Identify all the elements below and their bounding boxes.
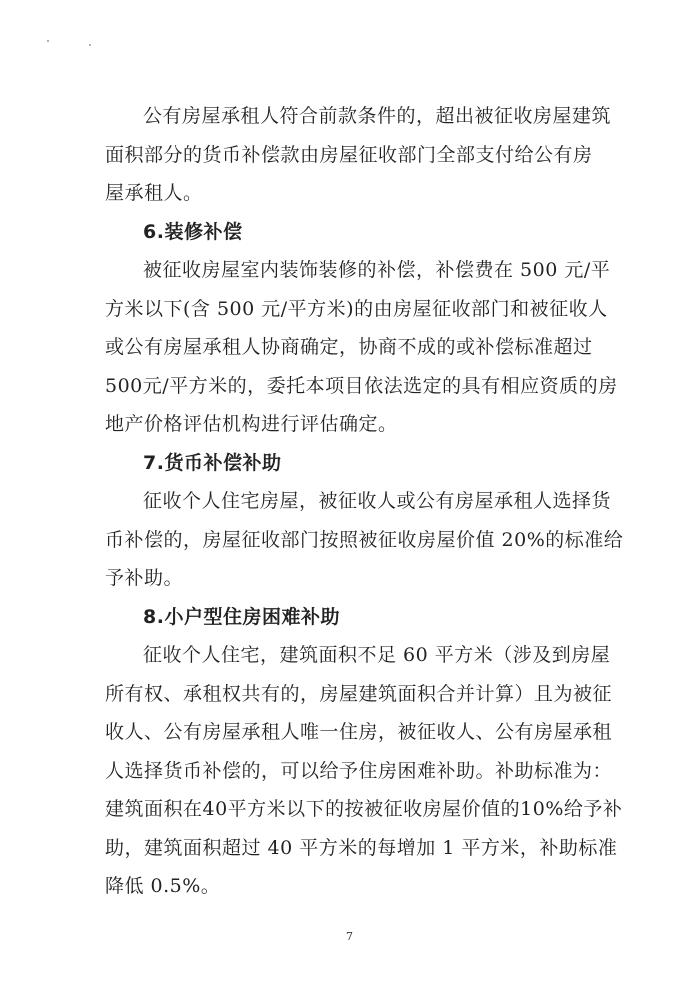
scan-speck bbox=[89, 44, 91, 46]
paragraph-line: 方米以下(含 500 元/平方米)的由房屋征收部门和被征收人 bbox=[105, 298, 608, 320]
paragraph-line: 建筑面积在40平方米以下的按被征收房屋价值的10%给予补 bbox=[105, 798, 623, 820]
paragraph-line: 征收个人住宅，建筑面积不足 60 平方米（涉及到房屋 bbox=[143, 644, 611, 666]
paragraph-line: 降低 0.5%。 bbox=[105, 875, 221, 897]
paragraph-line: 面积部分的货币补偿款由房屋征收部门全部支付给公有房 bbox=[105, 144, 593, 166]
section-heading-8: 8.小户型住房困难补助 bbox=[143, 606, 340, 628]
paragraph-line: 予补助。 bbox=[105, 567, 184, 589]
paragraph-line: 被征收房屋室内装饰装修的补偿，补偿费在 500 元/平 bbox=[143, 259, 611, 281]
paragraph-line: 或公有房屋承租人协商确定，协商不成的或补偿标准超过 bbox=[105, 336, 593, 358]
paragraph-line: 助，建筑面积超过 40 平方米的每增加 1 平方米，补助标准 bbox=[105, 837, 618, 859]
paragraph-line: 收人、公有房屋承租人唯一住房，被征收人、公有房屋承租 bbox=[105, 721, 613, 743]
paragraph-line: 人选择货币补偿的，可以给予住房困难补助。补助标准为： bbox=[105, 760, 613, 782]
paragraph-line: 币补偿的，房屋征收部门按照被征收房屋价值 20%的标准给 bbox=[105, 529, 624, 551]
paragraph-line: 公有房屋承租人符合前款条件的，超出被征收房屋建筑 bbox=[143, 105, 612, 127]
paragraph-line: 征收个人住宅房屋，被征收人或公有房屋承租人选择货 bbox=[143, 490, 612, 512]
paragraph-line: 地产价格评估机构进行评估确定。 bbox=[105, 413, 398, 435]
section-heading-6: 6.装修补偿 bbox=[143, 221, 243, 243]
paragraph-line: 500元/平方米的，委托本项目依法选定的具有相应资质的房 bbox=[105, 375, 618, 397]
paragraph-line: 屋承租人。 bbox=[105, 182, 203, 204]
scan-speck bbox=[47, 40, 49, 42]
section-heading-7: 7.货币补偿补助 bbox=[143, 452, 282, 474]
paragraph-line: 所有权、承租权共有的，房屋建筑面积合并计算）且为被征 bbox=[105, 683, 613, 705]
page-number: 7 bbox=[346, 930, 353, 943]
